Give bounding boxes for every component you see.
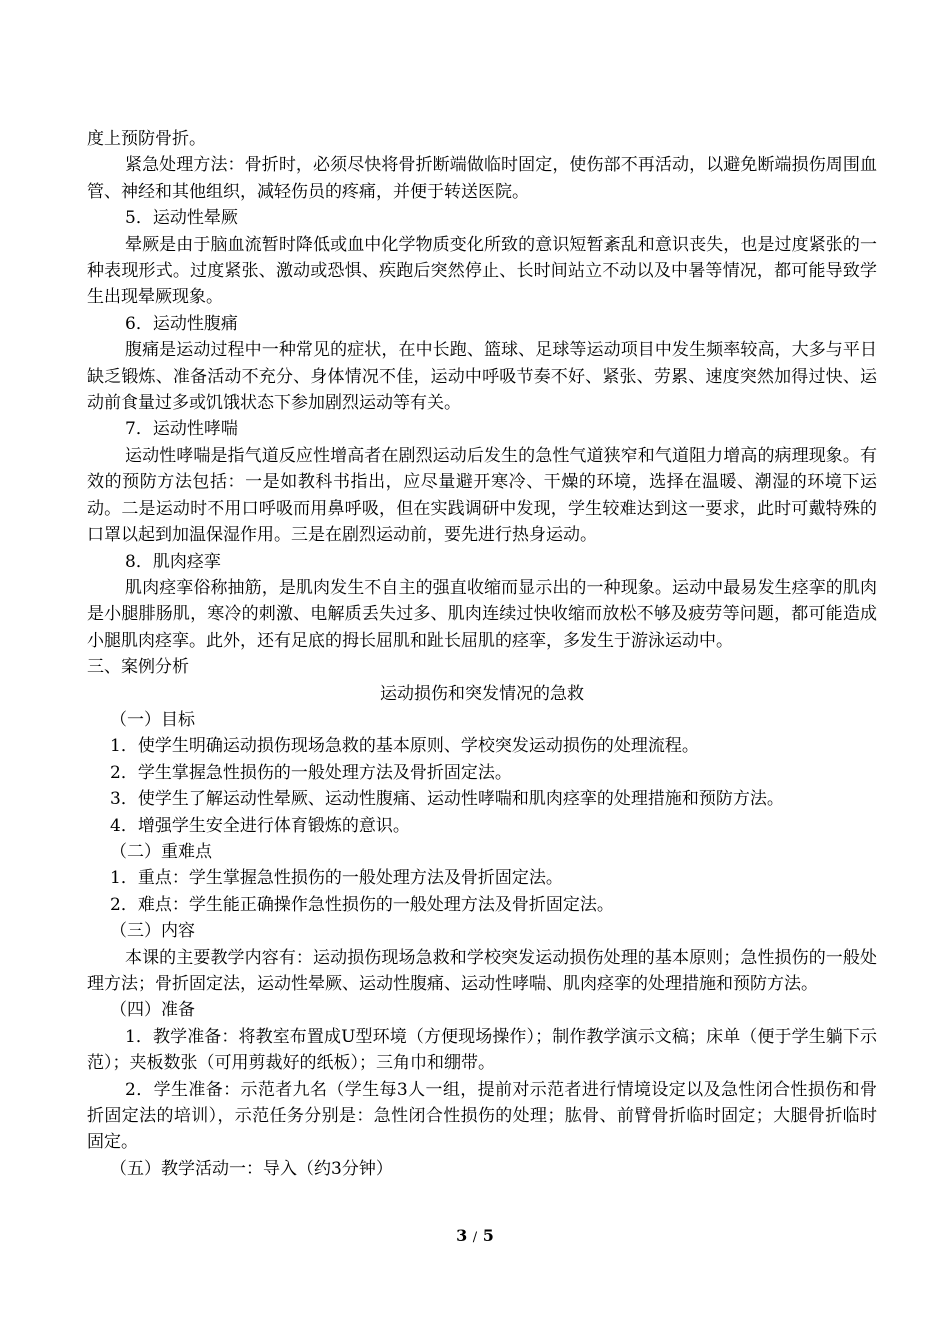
paragraph: 肌肉痉挛俗称抽筋，是肌肉发生不自主的强直收缩而显示出的一种现象。运动中最易发生痉挛的肌肉是小腿腓肠肌，寒冷的刺激、电解质丢失过多、肌肉连续过快收缩而放松不够及疲劳等问题，都可能造成小腿肌肉痉挛。此外，还有足底的拇长屈肌和趾长屈肌的痉挛，多发生于游泳运动中。 [87, 577, 877, 651]
list-item: 2．学生掌握急性损伤的一般处理方法及骨折固定法。 [110, 762, 512, 783]
paragraph: 1．教学准备：将教室布置成U型环境（方便现场操作）；制作教学演示文稿；床单（便于学生躺下示范）；夹板数张（可用剪裁好的纸板）；三角巾和绷带。 [87, 1026, 877, 1074]
current-page: 3 [456, 1226, 468, 1245]
page-number [0, 1226, 950, 1245]
paragraph: 2．学生准备：示范者九名（学生每3人一组，提前对示范者进行情境设定以及急性闭合性损伤和骨折固定法的培训），示范任务分别是：急性闭合性损伤的处理；肱骨、前臂骨折临时固定；大腿骨折临时固定。 [87, 1079, 877, 1153]
subsection-heading: （三）内容 [110, 921, 195, 942]
paragraph: 本课的主要教学内容有：运动损伤现场急救和学校突发运动损伤处理的基本原则；急性损伤的一般处理方法；骨折固定法，运动性晕厥、运动性腹痛、运动性哮喘、肌肉痉挛的处理措施和预防方法。 [87, 947, 877, 994]
paragraph: 度上预防骨折。 [87, 129, 206, 149]
page-separator: / [472, 1230, 478, 1245]
list-item: 4．增强学生安全进行体育锻炼的意识。 [110, 815, 410, 836]
subsection-heading: （一）目标 [110, 709, 195, 730]
case-title: 运动损伤和突发情况的急救 [380, 683, 584, 704]
subsection-heading: （二）重难点 [110, 841, 212, 862]
list-item: 2．难点：学生能正确操作急性损伤的一般处理方法及骨折固定法。 [110, 894, 614, 915]
paragraph: 腹痛是运动过程中一种常见的症状，在中长跑、篮球、足球等运动项目中发生频率较高，大多与平日缺乏锻炼、准备活动不充分、身体情况不佳，运动中呼吸节奏不好、紧张、劳累、速度突然加得过快、运动前食量过多或饥饿状态下参加剧烈运动等有关。 [87, 340, 877, 414]
list-item: 3．使学生了解运动性晕厥、运动性腹痛、运动性哮喘和肌肉痉挛的处理措施和预防方法。 [110, 789, 784, 810]
paragraph: 晕厥是由于脑血流暂时降低或血中化学物质变化所致的意识短暂紊乱和意识丧失，也是过度紧张的一种表现形式。过度紧张、激动或恐惧、疾跑后突然停止、长时间站立不动以及中暑等情况，都可能导致学生出现晕厥现象。 [87, 234, 877, 308]
chapter-heading: 三、案例分析 [87, 657, 189, 678]
section-heading: 5．运动性晕厥 [125, 208, 238, 229]
subsection-heading: （四）准备 [110, 1000, 195, 1021]
total-pages: 5 [482, 1226, 494, 1245]
section-heading: 6．运动性腹痛 [125, 313, 238, 334]
section-heading: 8．肌肉痉挛 [125, 551, 221, 572]
section-heading: 7．运动性哮喘 [125, 419, 238, 440]
document-body [87, 126, 877, 1182]
list-item: 1．重点：学生掌握急性损伤的一般处理方法及骨折固定法。 [110, 868, 563, 889]
paragraph: 紧急处理方法：骨折时，必须尽快将骨折断端做临时固定，使伤部不再活动，以避免断端损伤周围血管、神经和其他组织，减轻伤员的疼痛，并便于转送医院。 [87, 155, 877, 202]
paragraph: 运动性哮喘是指气道反应性增高者在剧烈运动后发生的急性气道狭窄和气道阻力增高的病理现象。有效的预防方法包括：一是如教科书指出，应尽量避开寒冷、干燥的环境，选择在温暖、潮湿的环境下运动。二是运动时不用口呼吸而用鼻呼吸，但在实践调研中发现，学生较难达到这一要求，此时可戴特殊的口罩以起到加温保湿作用。三是在剧烈运动前，要先进行热身运动。 [87, 445, 877, 546]
subsection-heading: （五）教学活动一：导入（约3分钟） [110, 1158, 393, 1179]
list-item: 1．使学生明确运动损伤现场急救的基本原则、学校突发运动损伤的处理流程。 [110, 736, 699, 757]
